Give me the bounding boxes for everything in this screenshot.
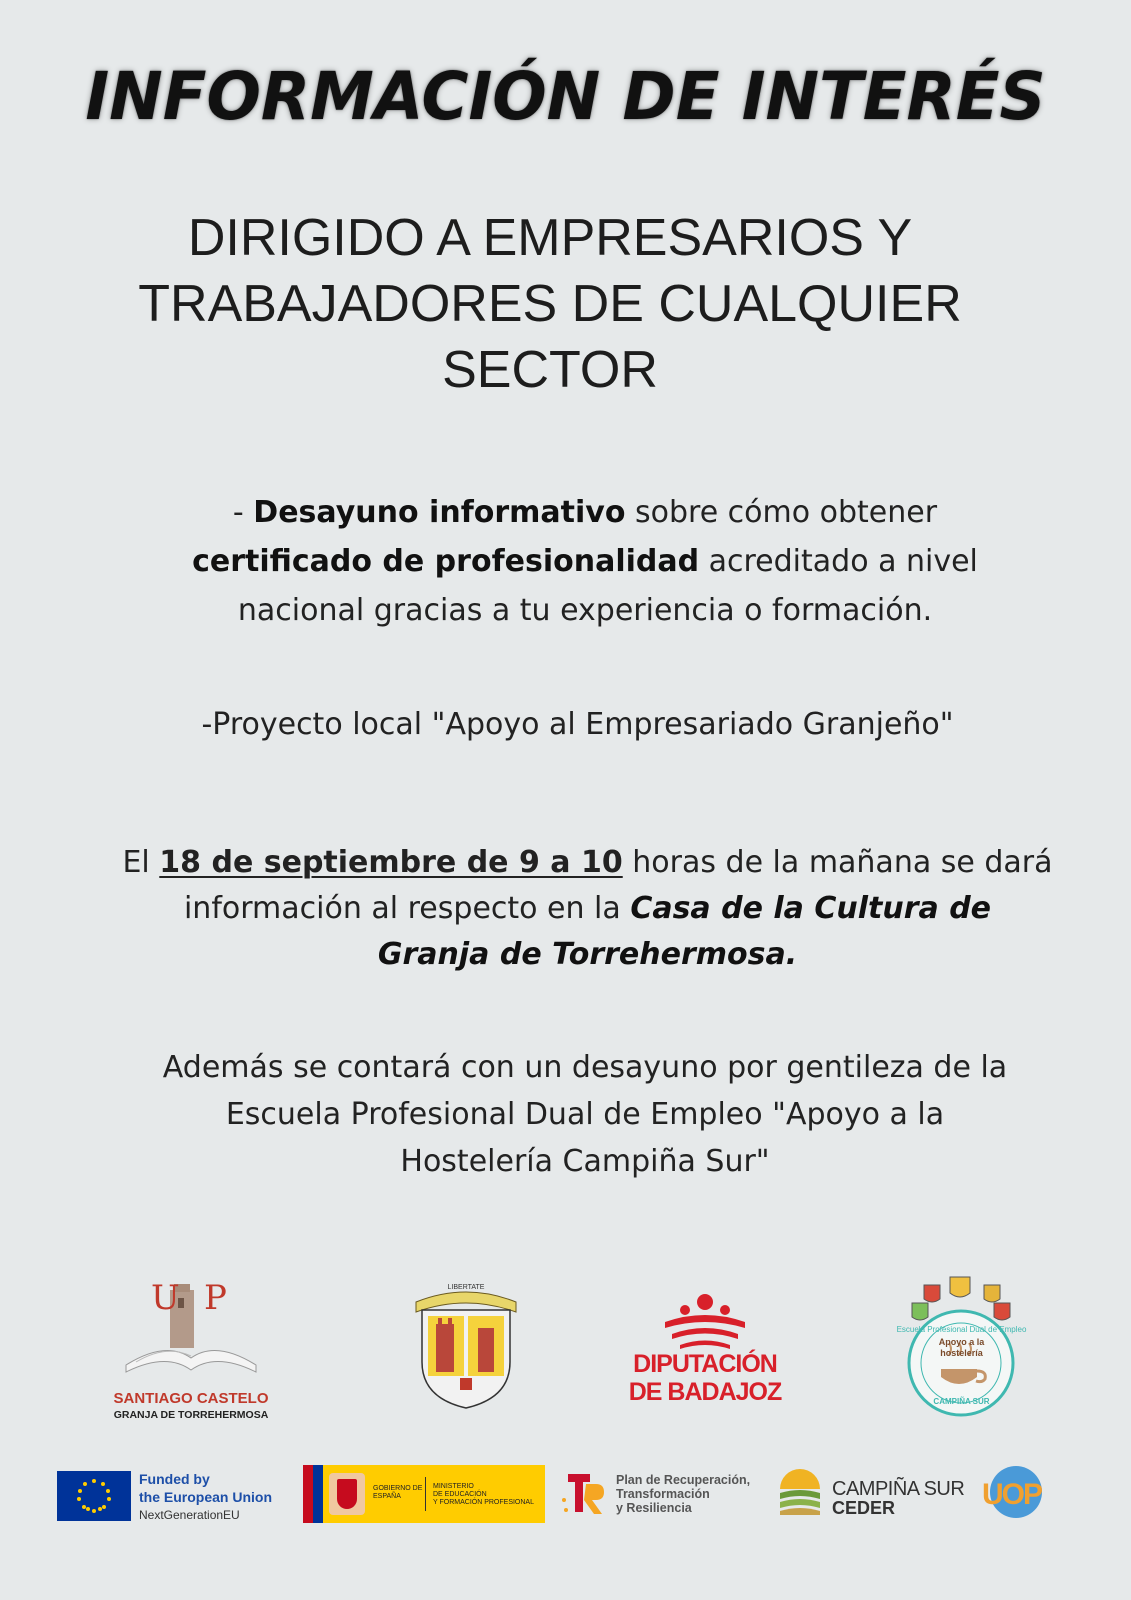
item-dash: - (232, 495, 254, 530)
item-text: acreditado a nivel (699, 544, 978, 579)
venue-town: Granja de Torrehermosa. (377, 937, 798, 972)
escuela-line-2: hostelería (940, 1348, 983, 1358)
escuela-profesional-logo (894, 1273, 1029, 1423)
campina-sur-ceder-logo (778, 1465, 968, 1520)
tr-mark-icon (560, 1470, 608, 1516)
item-text: sobre cómo obtener (625, 495, 938, 530)
escuela-ring-text: Escuela Profesional Dual de Empleo (896, 1325, 1027, 1334)
town-coat-of-arms (408, 1280, 524, 1412)
date-suffix: horas de la mañana se dará (622, 845, 1053, 880)
venue-name: Casa de la Cultura de (630, 891, 992, 926)
uup-letter: P (204, 1278, 227, 1318)
escuela-line-1: Apoyo a la (938, 1337, 985, 1347)
eu-funding-logo (57, 1471, 289, 1523)
crown-icon (630, 1290, 780, 1350)
spain-flag-stripe (303, 1465, 313, 1523)
breakfast-sponsor-note (60, 1044, 1110, 1185)
note-line: Escuela Profesional Dual de Empleo "Apoyo a la (225, 1097, 945, 1132)
diputacion-line-2: DE BADAJOZ (628, 1378, 782, 1406)
eu-flag-icon (57, 1471, 131, 1521)
eu-line-1: Funded by (139, 1471, 210, 1487)
tower-book-icon (96, 1280, 286, 1380)
uop-text: UOP (982, 1478, 1042, 1511)
page-title: INFORMACIÓN DE INTERÉS (85, 58, 1046, 135)
ministerio-line: DE EDUCACIÓN (433, 1491, 487, 1498)
plan-line: Transformación (616, 1487, 710, 1501)
project-item: -Proyecto local "Apoyo al Empresariado Granjeño" (201, 707, 954, 742)
audience-line-3: SECTOR (442, 341, 658, 399)
uup-letter: U (151, 1278, 180, 1318)
certificate-label: certificado de profesionalidad (192, 544, 700, 579)
audience-heading (100, 205, 1000, 403)
coat-of-arms-icon (408, 1280, 524, 1412)
gobierno-ministerio-logo (303, 1465, 545, 1523)
campina-line-2: CEDER (832, 1498, 896, 1518)
coat-motto: LIBERTATE (447, 1284, 485, 1291)
fields-sun-icon (778, 1465, 822, 1517)
ministerio-text (433, 1483, 534, 1507)
audience-line-2: TRABAJADORES DE CUALQUIER (138, 275, 962, 333)
plan-recuperacion-logo (560, 1470, 765, 1520)
ministerio-line: MINISTERIO (433, 1483, 474, 1490)
breakfast-label: Desayuno informativo (253, 495, 626, 530)
eu-line-2: the European Union (139, 1489, 272, 1505)
plan-text (616, 1473, 750, 1515)
gobierno-text: GOBIERNO DE ESPAÑA (373, 1485, 423, 1500)
note-line: Además se contará con un desayuno por gentileza de la (162, 1050, 1008, 1085)
date-text: información al respecto en la (183, 891, 631, 926)
diputacion-line-1: DIPUTACIÓN (633, 1350, 777, 1378)
note-line: Hostelería Campiña Sur" (400, 1144, 770, 1179)
date-prefix: El (122, 845, 160, 880)
ministerio-line: Y FORMACIÓN PROFESIONAL (433, 1499, 534, 1506)
royal-arms-icon (329, 1473, 365, 1515)
uup-santiago-castelo-logo (96, 1280, 286, 1425)
audience-line-1: DIRIGIDO A EMPRESARIOS Y (187, 209, 913, 267)
uop-logo (982, 1466, 1054, 1522)
item-text: nacional gracias a tu experiencia o formación. (237, 593, 933, 628)
breakfast-info-item (60, 488, 1110, 635)
plan-line: y Resiliencia (616, 1501, 692, 1515)
campina-line-1: CAMPIÑA SUR (832, 1478, 965, 1500)
logo-subname: GRANJA DE TORREHERMOSA (113, 1409, 269, 1421)
diputacion-badajoz-logo (630, 1290, 780, 1415)
date-block (60, 840, 1115, 978)
logo-name: SANTIAGO CASTELO (113, 1390, 269, 1407)
plan-line: Plan de Recuperación, (616, 1473, 751, 1487)
escuela-bottom: CAMPIÑA SUR (933, 1397, 990, 1406)
event-date: 18 de septiembre de 9 a 10 (159, 845, 623, 880)
eu-stripe (313, 1465, 323, 1523)
eu-line-3: NextGenerationEU (139, 1508, 240, 1522)
